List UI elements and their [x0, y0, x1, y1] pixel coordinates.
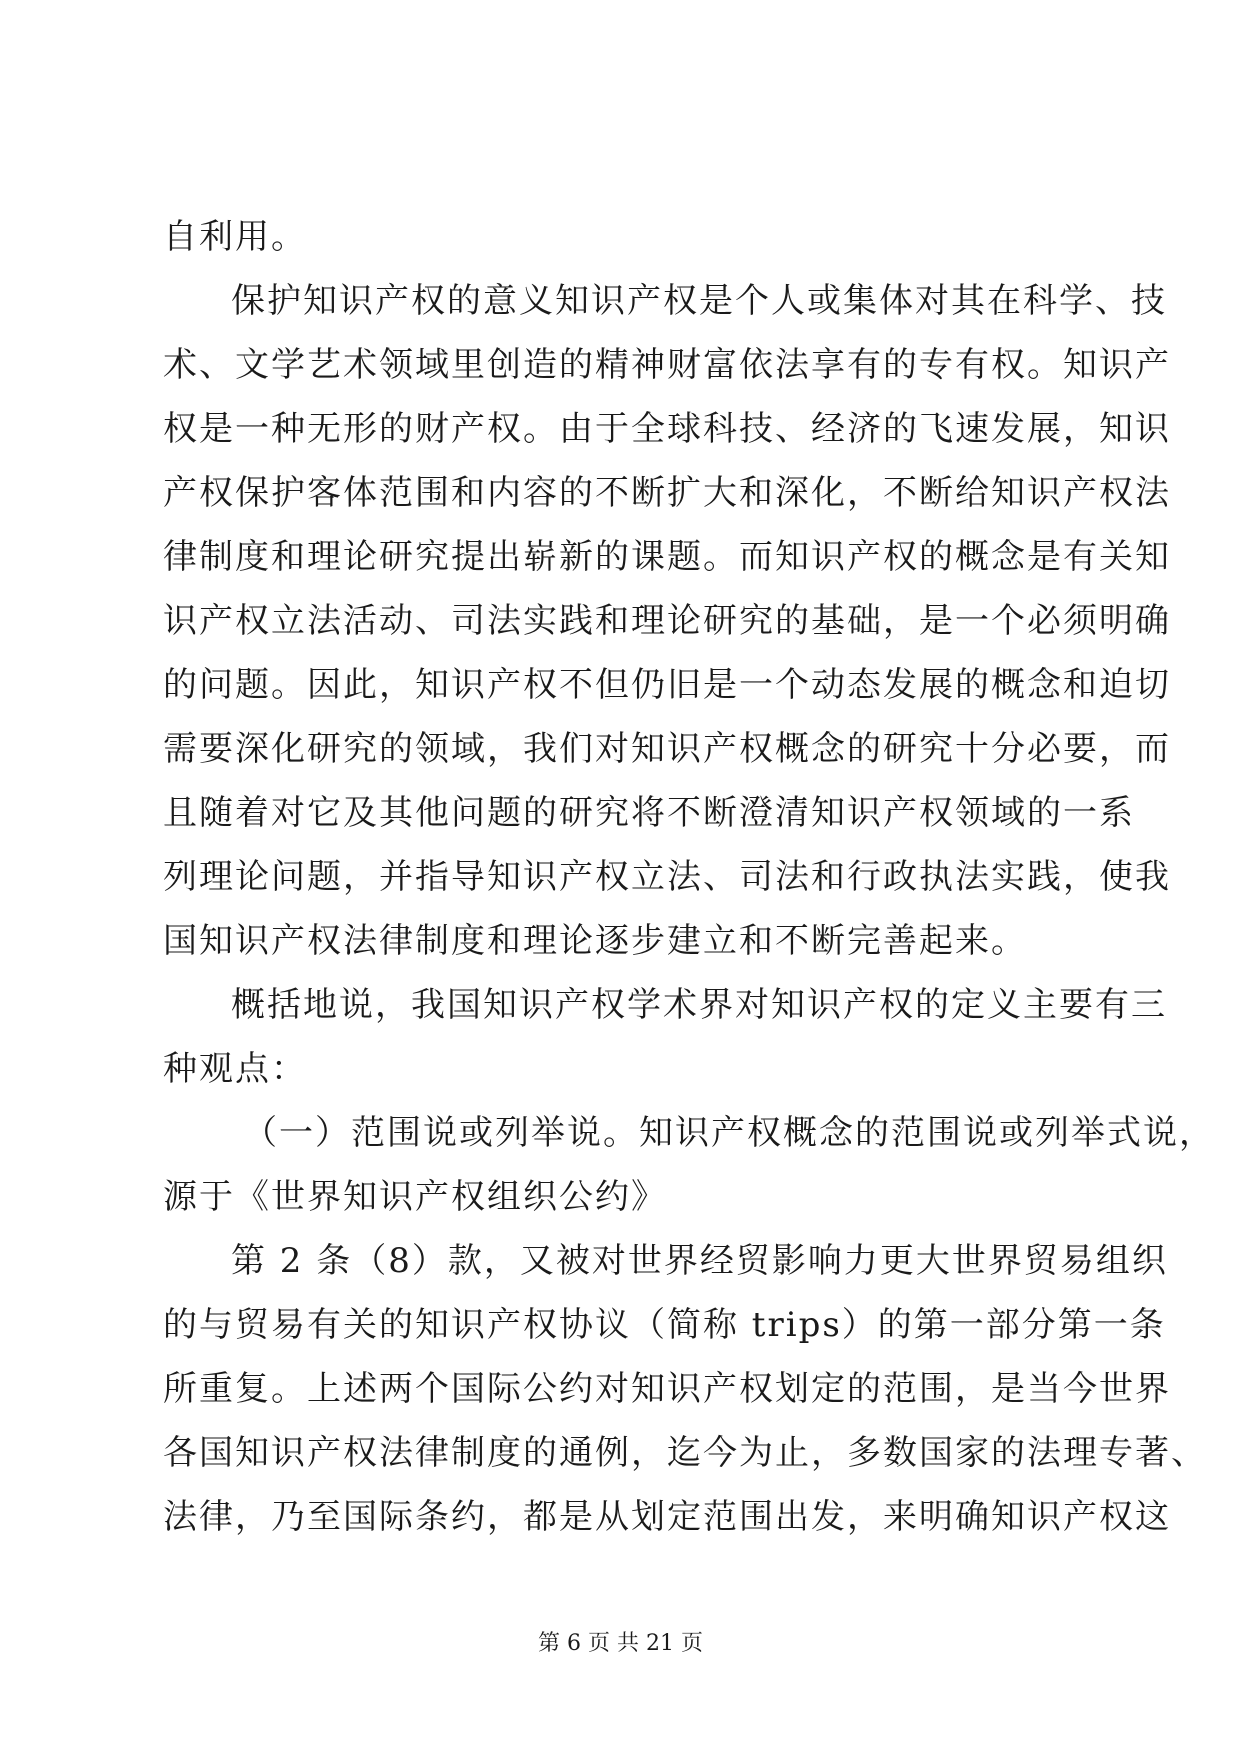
text-line: 的与贸易有关的知识产权协议（简称 trips）的第一部分第一条 [163, 1305, 1166, 1345]
paragraph-start-line: （一）范围说或列举说。知识产权概念的范围说或列举式说， [243, 1113, 1215, 1153]
paragraph-start-line: 第 2 条（8）款，又被对世界经贸影响力更大世界贸易组织 [231, 1241, 1168, 1281]
text-line: 权是一种无形的财产权。由于全球科技、经济的飞速发展，知识 [163, 409, 1171, 449]
paragraph-start-line: 概括地说，我国知识产权学术界对知识产权的定义主要有三 [231, 985, 1167, 1025]
page-number-footer: 第 6 页 共 21 页 [538, 1631, 703, 1656]
text-line: 所重复。上述两个国际公约对知识产权划定的范围，是当今世界 [163, 1369, 1171, 1409]
text-line: 需要深化研究的领域，我们对知识产权概念的研究十分必要，而 [163, 729, 1171, 769]
text-line: 国知识产权法律制度和理论逐步建立和不断完善起来。 [163, 921, 1027, 961]
text-line: 且随着对它及其他问题的研究将不断澄清知识产权领域的一系 [163, 793, 1135, 833]
text-line: 种观点： [163, 1049, 307, 1089]
text-line: 识产权立法活动、司法实践和理论研究的基础，是一个必须明确 [163, 601, 1171, 641]
text-line: 法律，乃至国际条约，都是从划定范围出发，来明确知识产权这 [163, 1497, 1171, 1537]
text-line: 各国知识产权法律制度的通例，迄今为止，多数国家的法理专著、 [163, 1433, 1207, 1473]
text-line: 列理论问题，并指导知识产权立法、司法和行政执法实践，使我 [163, 857, 1171, 897]
text-line: 的问题。因此，知识产权不但仍旧是一个动态发展的概念和迫切 [163, 665, 1171, 705]
paragraph-start-line: 保护知识产权的意义知识产权是个人或集体对其在科学、技 [231, 281, 1167, 321]
document-body [163, 205, 1215, 1549]
text-line: 源于《世界知识产权组织公约》 [163, 1177, 667, 1217]
text-line: 术、文学艺术领域里创造的精神财富依法享有的专有权。知识产 [163, 345, 1171, 385]
text-line: 自利用。 [163, 217, 307, 257]
text-line: 律制度和理论研究提出崭新的课题。而知识产权的概念是有关知 [163, 537, 1171, 577]
text-line: 产权保护客体范围和内容的不断扩大和深化，不断给知识产权法 [163, 473, 1171, 513]
